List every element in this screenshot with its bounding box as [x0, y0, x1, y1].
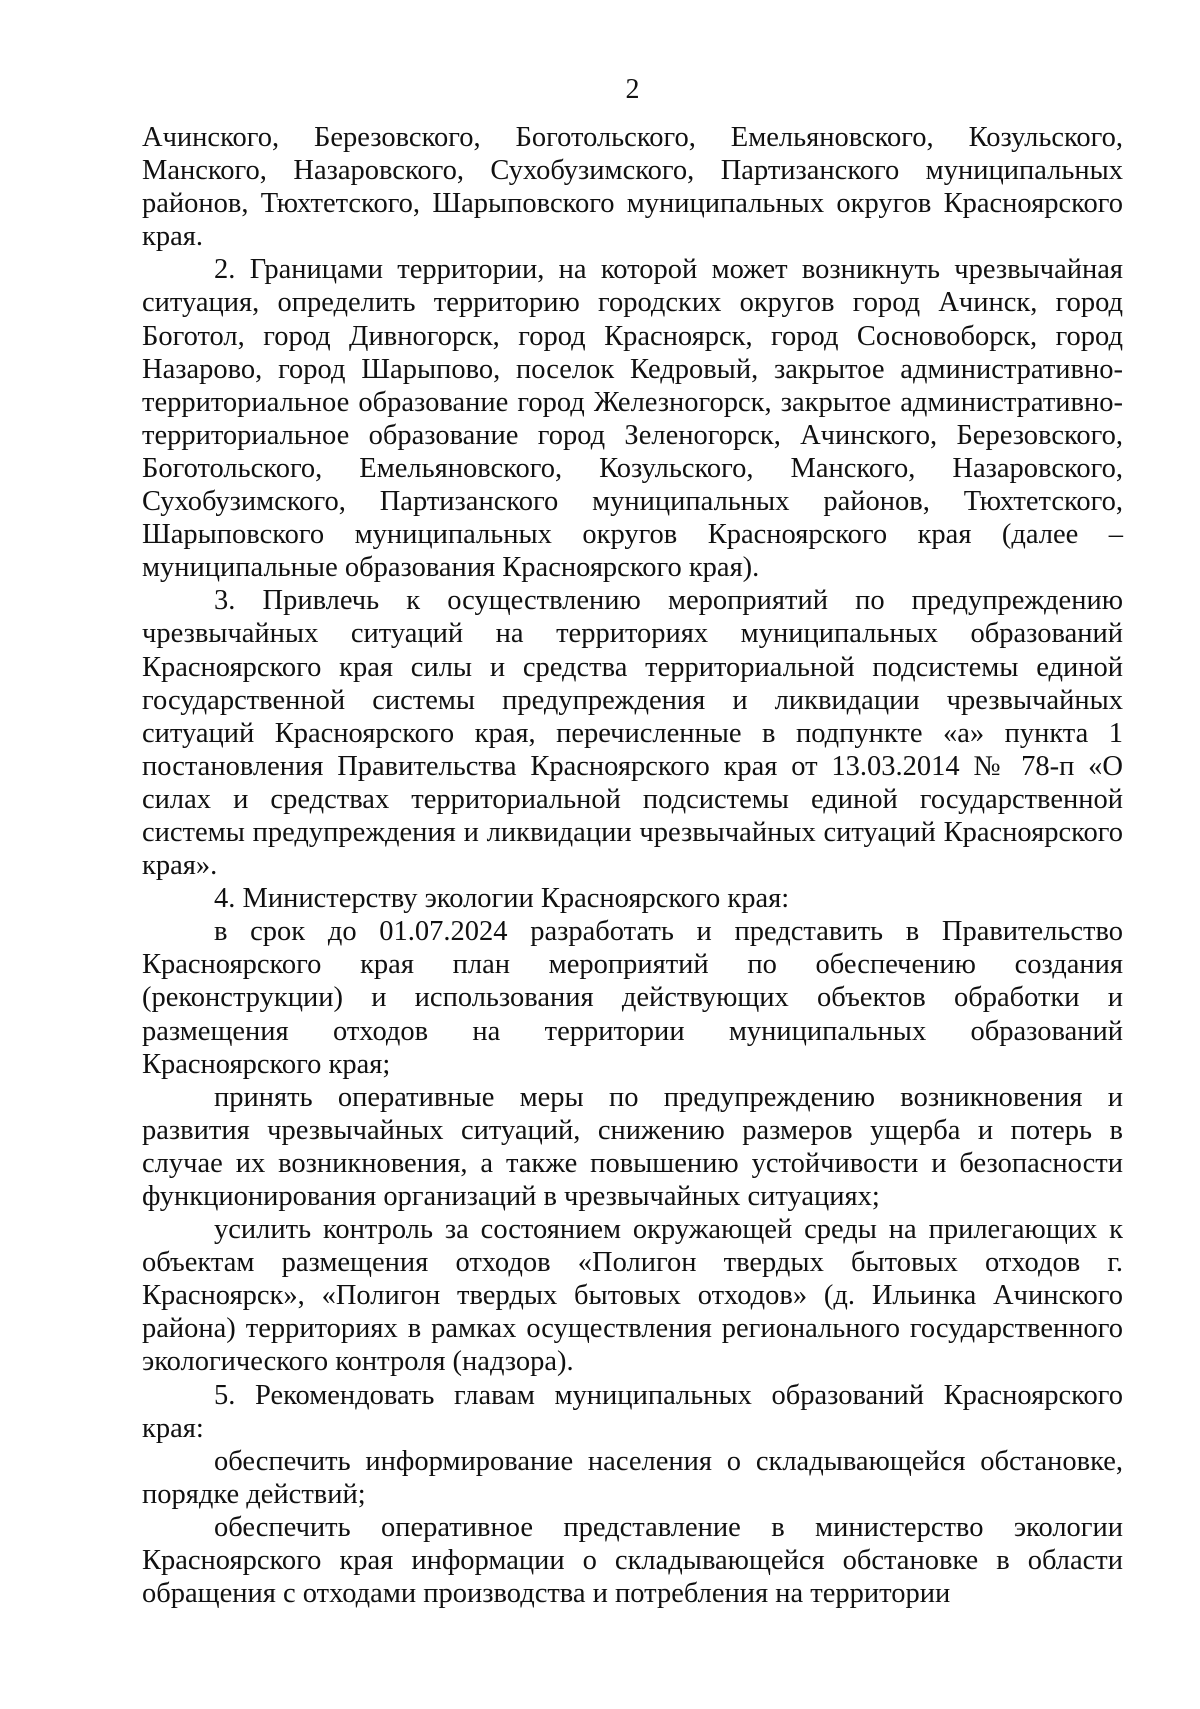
document-page: [142, 0, 1123, 1709]
document-body: [142, 121, 1123, 1610]
paragraph-item-4-subpoint-control: усилить контроль за состоянием окружающей среды на прилегающих к объектам размещения отходов «Полигон твердых бытовых отходов г. Красноярск», «Полигон твердых бытовых отходов» (д. Ильинка Ачинского района) территориях в рамках осуществления регионального государственного экологического контроля (надзора).: [142, 1214, 1123, 1378]
paragraph-item-5-subpoint-report: обеспечить оперативное представление в министерство экологии Красноярского края информации о складывающейся обстановке в области обращения с отходами производства и потребления на территории: [142, 1511, 1123, 1610]
page-number: 2: [625, 74, 640, 105]
paragraph-item-5-subpoint-inform: обеспечить информирование населения о складывающейся обстановке, порядке действий;: [142, 1445, 1123, 1510]
paragraph-continuation: Ачинского, Березовского, Боготольского, Емельяновского, Козульского, Манского, Назаровского, Сухобузимского, Партизанского муниципальных районов, Тюхтетского, Шарыповского муниципальных округов Красноярского края.: [142, 122, 1123, 253]
paragraph-item-4-subpoint-plan: в срок до 01.07.2024 разработать и представить в Правительство Красноярского края план мероприятий по обеспечению создания (реконструкции) и использования действующих объектов обработки и размещения отходов на территории муниципальных образований Красноярского края;: [142, 916, 1123, 1080]
paragraph-item-3-forces-and-means: 3. Привлечь к осуществлению мероприятий по предупреждению чрезвычайных ситуаций на территориях муниципальных образований Красноярского края силы и средства территориальной подсистемы единой государственной системы предупреждения и ликвидации чрезвычайных ситуаций Красноярского края, перечисленные в подпункте «а» пункта 1 постановления Правительства Красноярского края от 13.03.2014 № 78-п «О силах и средствах территориальной подсистемы единой государственной системы предупреждения и ликвидации чрезвычайных ситуаций Красноярского края».: [142, 585, 1123, 882]
paragraph-item-4-subpoint-measures: принять оперативные меры по предупреждению возникновения и развития чрезвычайных ситуаций, снижению размеров ущерба и потерь в случае их возникновения, а также повышению устойчивости и безопасности функционирования организаций в чрезвычайных ситуациях;: [142, 1081, 1123, 1212]
paragraph-item-2-territory-boundaries: 2. Границами территории, на которой может возникнуть чрезвычайная ситуация, определить территорию городских округов город Ачинск, город Боготол, город Дивногорск, город Красноярск, город Сосновоборск, город Назарово, город Шарыпово, поселок Кедровый, закрытое административно-территориальное образование город Железногорск, закрытое административно-территориальное образование город Зеленогорск, Ачинского, Березовского, Боготольского, Емельяновского, Козульского, Манского, Назаровского, Сухобузимского, Партизанского муниципальных районов, Тюхтетского, Шарыповского муниципальных округов Красноярского края (далее – муниципальные образования Красноярского края).: [142, 254, 1123, 584]
paragraph-item-4-ministry-of-ecology: 4. Министерству экологии Красноярского края:: [214, 883, 790, 915]
paragraph-item-5-recommend: 5. Рекомендовать главам муниципальных образований Красноярского края:: [142, 1379, 1123, 1444]
